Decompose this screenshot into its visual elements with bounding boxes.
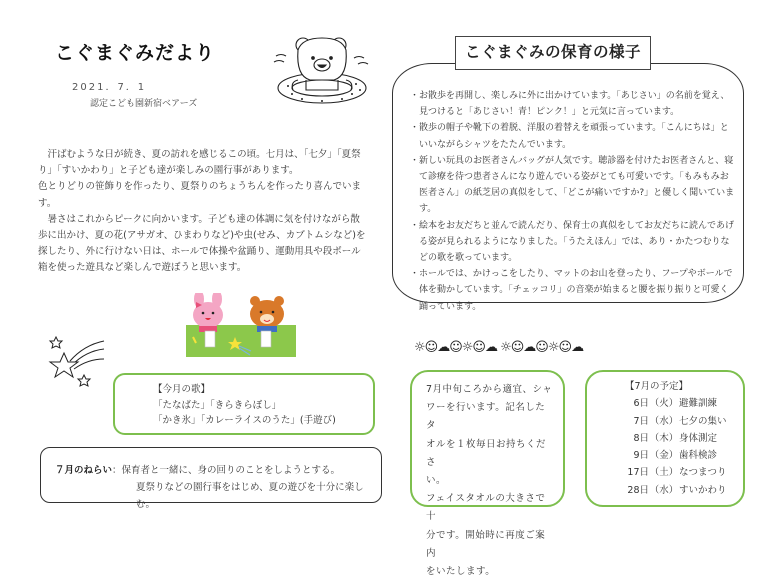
schedule-weekday: （水） [649,484,679,496]
schedule-event: すいかわり [679,484,727,496]
songs-line: 「たなばた」「きらきらぼし」 [153,399,282,411]
schedule-day: 28日 [627,484,649,496]
schedule-day: 7日 [633,415,649,427]
schedule-weekday: （木） [649,432,679,444]
schedule-weekday: （水） [649,415,679,427]
care-list-item: ・ お散歩を再開し、楽しみに外に出かけています。「あじさい」の名前を覚え、見つけると「あじさい！青！ピンク！」と元気に言っています。 [410,88,735,120]
schedule-day: 9日 [633,450,649,462]
schedule-day: 6日 [633,398,649,410]
schedule-row [587,430,743,447]
shower-line: い。 [426,475,447,487]
intro-text [38,147,368,277]
issue-date: 2021．7．1 [72,82,147,93]
schedule-weekday: （土） [649,467,679,479]
shower-notice-box [410,370,565,578]
schedule-row [587,447,743,464]
shower-line: 分です。開始時に再度ご案内 [426,529,546,559]
schedule-event: 七夕の集い [679,415,727,427]
schedule-day: 17日 [627,467,649,479]
organization-name: 認定こども園新宿ベアーズ [90,99,198,109]
care-list-item: ・ ホールでは、かけっこをしたり、マットのお山を登ったり、フープやボールで体を動かしています。「チェッコリ」の音楽が始まると腰を振り振りと可愛く踊っています。 [410,266,735,315]
aims-separator: ： [112,465,122,476]
schedule-row [587,482,743,499]
shower-line: フェイスタオルの大きさで十 [426,493,546,523]
care-section-title: こぐまぐみの保育の様子 [455,36,651,70]
schedule-row [587,464,743,481]
aims-line: 保育者と一緒に、身の回りのことをしようとする。 [121,465,341,476]
newsletter-title: こぐまぐみだより [55,42,216,64]
schedule-weekday: （金） [649,450,679,462]
songs-heading: 【今月の歌】 [153,384,211,395]
schedule-event: 避難訓練 [679,398,718,410]
schedule-row [587,413,743,430]
intro-paragraph: 汗ばむような日が続き、夏の訪れを感じるこの頃。七月は、「七夕」「夏祭り」「すいかわり」と子ども達が楽しみの園行事があります。 [38,149,361,177]
schedule-event: 歯科検診 [679,450,718,462]
schedule-heading: 【7月の予定】 [625,381,689,392]
aims-label: ７月のねらい [55,465,113,476]
schedule-event: なつまつり [679,467,727,479]
shower-line: ワーを行います。記名したタ [426,402,546,432]
care-list-item: ・ 散歩の帽子や靴下の着脱、洋服の着替えを頑張っています。「こんにちは」といいながらシャツをたたんでいます。 [410,120,735,152]
monthly-aims-box [40,447,382,510]
schedule-day: 8日 [633,432,649,444]
schedule-row [587,395,743,412]
intro-paragraph: 色とりどりの笹飾りを作ったり、夏祭りのちょうちんを作ったり喜んでいます。 [38,181,362,209]
bear-swim-ring-icon [272,36,372,108]
intro-paragraph: 暑さはこれからピークに向かいます。子ども達の体調に気を付けながら散歩に出かけ、夏の花(アサガオ、ひまわりなど)や虫(せみ、カブトムシなど)を探したり、外に行けない日は、ホールで体操や盆踊り、運動用具や段ボール箱を使った遊具など楽しんで遊ぼうと思います。 [38,213,366,274]
aims-line: 夏祭りなどの園行事をはじめ、夏の遊びを十分に楽しむ。 [136,482,364,510]
shower-line: をいたします。 [426,566,496,578]
july-schedule-box [585,370,745,507]
rabbit-bear-tanabata-icon [183,293,299,358]
monthly-songs-box [113,373,375,435]
care-list [410,88,735,315]
songs-line: 「かき氷」「カレーライスのうた」(手遊び) [153,415,336,426]
shower-line: オルを１枚毎日お持ちくださ [426,438,547,468]
schedule-weekday: （火） [649,398,679,410]
schedule-event: 身体測定 [679,432,718,444]
sun-face-cloud-decoration-icon: ☼☺☁☺☼☺☁ ☼☺☁☺☼☺☁ [414,340,584,355]
shower-line: 7月中旬ころから適宜、シャ [426,384,553,395]
care-list-item: ・ 絵本をお友だちと並んで読んだり、保育士の真似をしてお友だちに読んであげる姿が見られるようになりました。「うたえほん」では、あり・かたつむりなどの歌を歌っています。 [410,218,735,267]
shooting-star-icon [48,335,108,387]
care-list-item: ・ 新しい玩具のお医者さんバッグが人気です。聴診器を付けたお医者さんと、寝て診療を待つ患者さんになり遊んでいる姿がとても可愛いです。「もみもみお医者さん」の紙芝居の真似をして、「どこが痛いですか?」と優しく聞いています。 [410,153,735,218]
